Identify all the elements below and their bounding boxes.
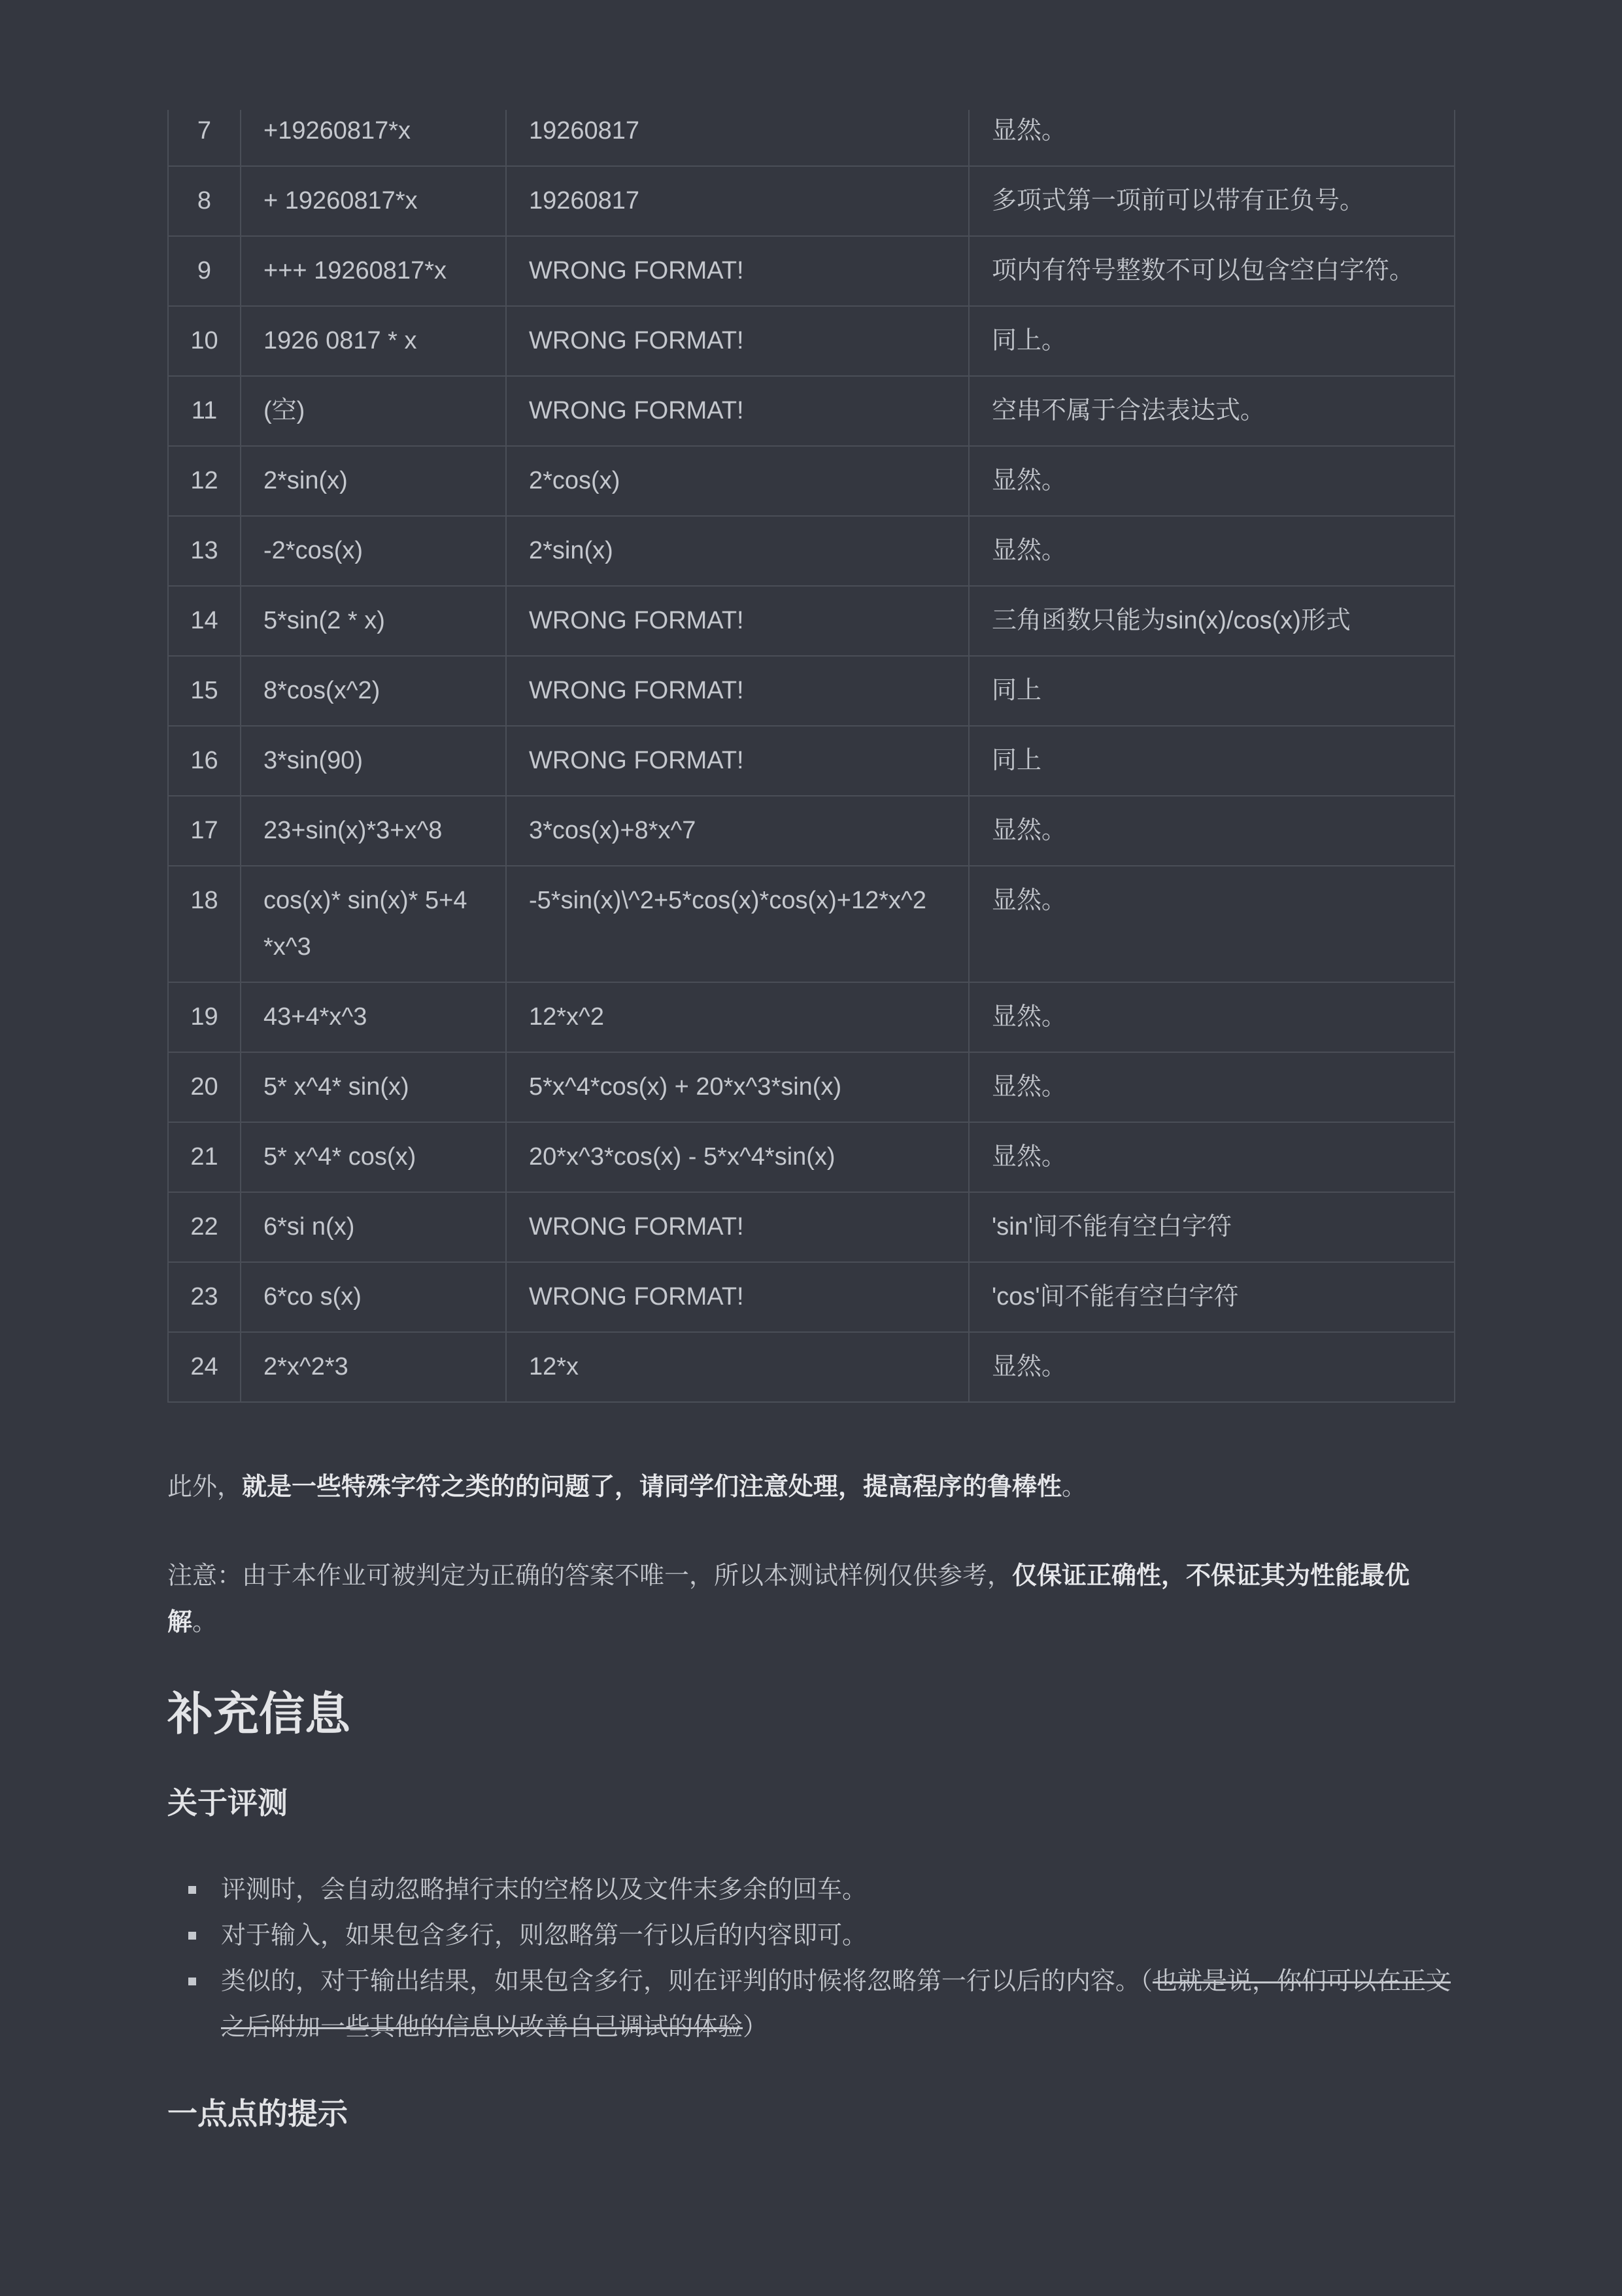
explanation: 空串不属于合法表达式。: [969, 376, 1455, 446]
case-number: 20: [168, 1052, 241, 1122]
input-expression: 6*co s(x): [241, 1262, 506, 1332]
expected-output: WRONG FORMAT!: [506, 376, 969, 446]
table-row: [168, 726, 1455, 796]
expected-output: WRONG FORMAT!: [506, 656, 969, 726]
expected-output: WRONG FORMAT!: [506, 236, 969, 306]
input-expression: 2*x^2*3: [241, 1332, 506, 1402]
input-expression: 6*si n(x): [241, 1192, 506, 1262]
list-item-text: 评测时，会自动忽略掉行末的空格以及文件末多余的回车。: [221, 1876, 868, 1904]
list-item: [167, 1959, 1455, 2050]
explanation: 'cos'间不能有空白字符: [969, 1262, 1455, 1332]
explanation: 显然。: [969, 1052, 1455, 1122]
explanation: 显然。: [969, 516, 1455, 586]
expected-output: 2*cos(x): [506, 446, 969, 516]
input-expression: +++ 19260817*x: [241, 236, 506, 306]
case-number: 9: [168, 236, 241, 306]
strikethrough-text: 也就是说，你们可以在正文之后附加一些其他的信息以改善自己调试的体验: [221, 1968, 1451, 2041]
answer-uniqueness-note: [167, 1553, 1455, 1646]
note-text-end: 。: [1062, 1473, 1087, 1501]
expected-output: 20*x^3*cos(x) - 5*x^4*sin(x): [506, 1122, 969, 1192]
explanation: 显然。: [969, 866, 1455, 982]
table-row: [168, 1052, 1455, 1122]
test-cases-table: [167, 110, 1455, 1403]
input-expression: -2*cos(x): [241, 516, 506, 586]
case-number: 8: [168, 166, 241, 236]
robustness-note: [167, 1464, 1455, 1511]
case-number: 22: [168, 1192, 241, 1262]
note-text: 此外，: [167, 1473, 243, 1501]
explanation: 三角函数只能为sin(x)/cos(x)形式: [969, 586, 1455, 656]
explanation: 显然。: [969, 1332, 1455, 1402]
table-row: [168, 1332, 1455, 1402]
table-row: [168, 1122, 1455, 1192]
expected-output: WRONG FORMAT!: [506, 726, 969, 796]
table-row: [168, 376, 1455, 446]
table-row: [168, 306, 1455, 376]
case-number: 21: [168, 1122, 241, 1192]
table-row: [168, 586, 1455, 656]
expected-output: 3*cos(x)+8*x^7: [506, 796, 969, 866]
explanation: 项内有符号整数不可以包含空白字符。: [969, 236, 1455, 306]
note-text: 注意：由于本作业可被判定为正确的答案不唯一，所以本测试样例仅供参考，: [167, 1562, 1013, 1590]
list-item-text-end: ）: [743, 2013, 768, 2041]
input-expression: (空): [241, 376, 506, 446]
expected-output: WRONG FORMAT!: [506, 1192, 969, 1262]
explanation: 同上。: [969, 306, 1455, 376]
note-bold: 仅保证正确性，不保证其为性能最优解: [167, 1562, 1410, 1636]
case-number: 18: [168, 866, 241, 982]
table-row: [168, 236, 1455, 306]
case-number: 15: [168, 656, 241, 726]
section-title: 补充信息: [167, 1688, 350, 1739]
table-row: [168, 446, 1455, 516]
case-number: 11: [168, 376, 241, 446]
table-row: [168, 796, 1455, 866]
note-bold: 就是一些特殊字符之类的的问题了，请同学们注意处理，提高程序的鲁棒性: [242, 1473, 1062, 1501]
explanation: 显然。: [969, 110, 1455, 166]
expected-output: WRONG FORMAT!: [506, 1262, 969, 1332]
input-expression: 2*sin(x): [241, 446, 506, 516]
expected-output: 12*x: [506, 1332, 969, 1402]
case-number: 19: [168, 982, 241, 1052]
table-row: [168, 982, 1455, 1052]
list-item: [167, 1913, 1455, 1959]
case-number: 16: [168, 726, 241, 796]
bullet-icon: [188, 1886, 196, 1894]
table-row: [168, 110, 1455, 166]
table-row: [168, 656, 1455, 726]
input-expression: cos(x)* sin(x)* 5+4 *x^3: [241, 866, 506, 982]
table-row: [168, 516, 1455, 586]
bullet-icon: [188, 1932, 196, 1940]
case-number: 23: [168, 1262, 241, 1332]
test-cases-table-container: [167, 110, 1455, 1431]
input-expression: 5* x^4* cos(x): [241, 1122, 506, 1192]
expected-output: 19260817: [506, 110, 969, 166]
expected-output: 12*x^2: [506, 982, 969, 1052]
input-expression: 5* x^4* sin(x): [241, 1052, 506, 1122]
case-number: 14: [168, 586, 241, 656]
explanation: 'sin'间不能有空白字符: [969, 1192, 1455, 1262]
input-expression: 1926 0817 * x: [241, 306, 506, 376]
input-expression: +19260817*x: [241, 110, 506, 166]
input-expression: 8*cos(x^2): [241, 656, 506, 726]
table-row: [168, 1262, 1455, 1332]
list-item: [167, 1867, 1455, 1913]
table-row: [168, 1192, 1455, 1262]
table-row: [168, 166, 1455, 236]
note-text-end: 。: [192, 1609, 218, 1636]
input-expression: 5*sin(2 * x): [241, 586, 506, 656]
explanation: 显然。: [969, 1122, 1455, 1192]
expected-output: 5*x^4*cos(x) + 20*x^3*sin(x): [506, 1052, 969, 1122]
case-number: 24: [168, 1332, 241, 1402]
input-expression: 3*sin(90): [241, 726, 506, 796]
case-number: 17: [168, 796, 241, 866]
explanation: 同上: [969, 726, 1455, 796]
explanation: 显然。: [969, 982, 1455, 1052]
table-row: [168, 866, 1455, 982]
case-number: 12: [168, 446, 241, 516]
input-expression: 43+4*x^3: [241, 982, 506, 1052]
explanation: 显然。: [969, 796, 1455, 866]
explanation: 显然。: [969, 446, 1455, 516]
explanation: 同上: [969, 656, 1455, 726]
input-expression: 23+sin(x)*3+x^8: [241, 796, 506, 866]
bullet-icon: [188, 1978, 196, 1985]
subsection-title-judging: 关于评测: [167, 1786, 288, 1820]
expected-output: WRONG FORMAT!: [506, 306, 969, 376]
input-expression: + 19260817*x: [241, 166, 506, 236]
case-number: 7: [168, 110, 241, 166]
expected-output: 19260817: [506, 166, 969, 236]
expected-output: -5*sin(x)\^2+5*cos(x)*cos(x)+12*x^2: [506, 866, 969, 982]
expected-output: 2*sin(x): [506, 516, 969, 586]
judging-rules-list: [167, 1867, 1455, 2050]
list-item-text: 对于输入，如果包含多行，则忽略第一行以后的内容即可。: [221, 1922, 868, 1949]
explanation: 多项式第一项前可以带有正负号。: [969, 166, 1455, 236]
subsection-title-hints: 一点点的提示: [167, 2097, 348, 2131]
list-item-text: 类似的，对于输出结果，如果包含多行，则在评判的时候将忽略第一行以后的内容。（: [221, 1968, 1153, 1995]
expected-output: WRONG FORMAT!: [506, 586, 969, 656]
case-number: 13: [168, 516, 241, 586]
case-number: 10: [168, 306, 241, 376]
